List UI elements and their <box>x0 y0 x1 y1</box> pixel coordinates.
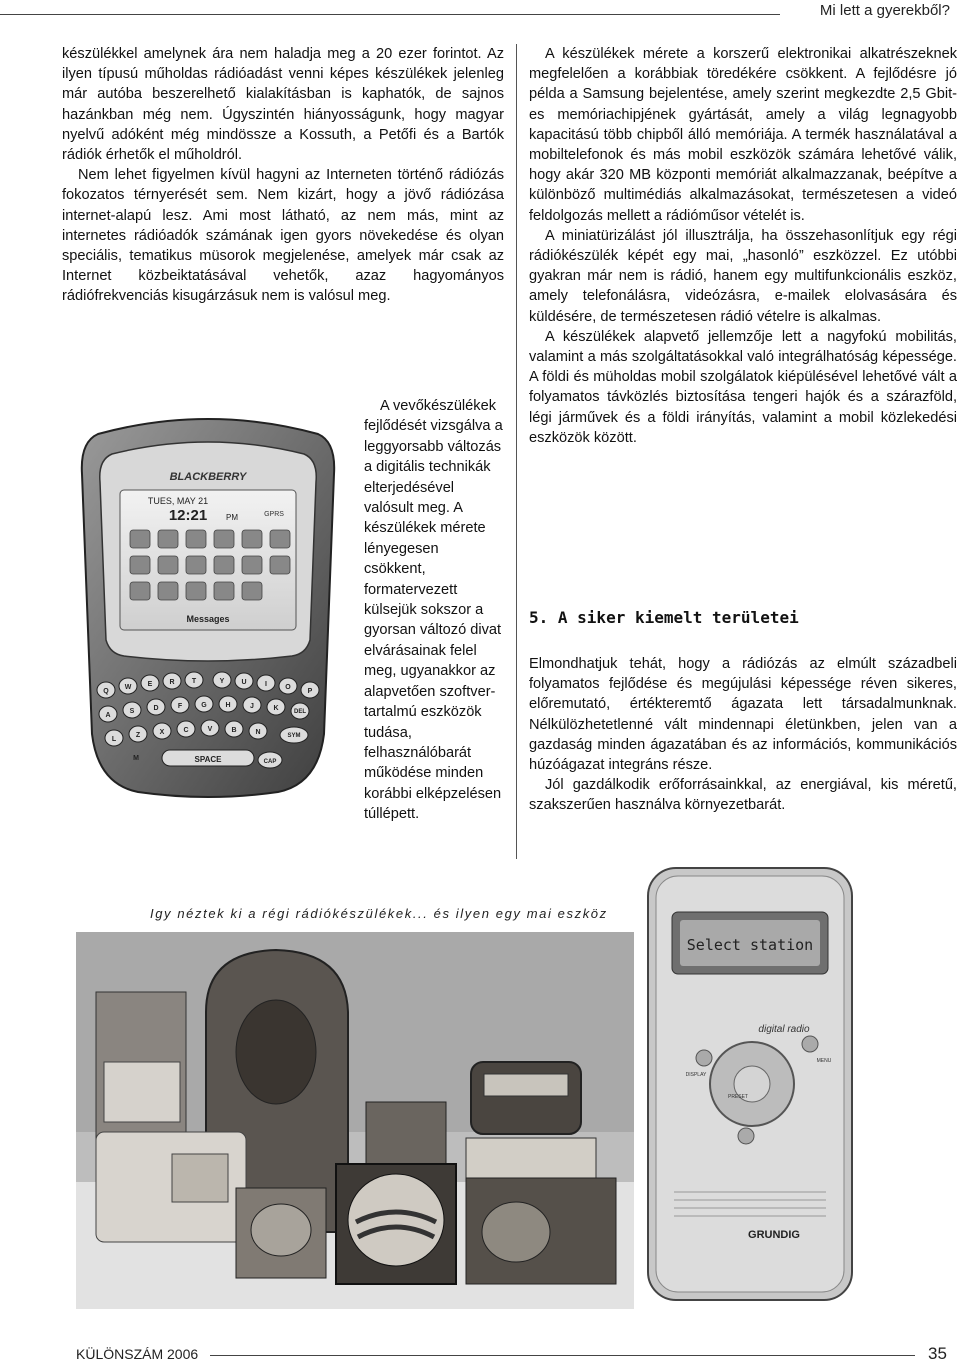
phone-date: TUES, MAY 21 <box>147 496 209 506</box>
radio-button-menu: MENU <box>816 1058 832 1064</box>
blackberry-phone-image <box>78 404 338 800</box>
key-letter: Q <box>103 688 109 695</box>
paragraph: A készülékek alapvető jellemzője lett a nagyfokú mobilitás, valamint a más szolgáltatásokkal való integrálhatóság képessége. A földi és müholdas mobil szolgálatok kiépülésével lehetővé vált a folyamatos távközlés biztosítása tengeri hajók és a szárazföld, légi járművek és a földi irányítás, valamint a mobil közlekedési eszközök között. <box>529 328 957 446</box>
section-body <box>529 654 957 816</box>
right-column <box>529 44 957 448</box>
paragraph: Jól gazdálkodik erőforrásainkkal, az energiával, kis méretű, szakszerűen használva környezetbarát. <box>529 777 957 814</box>
figure-caption: Igy néztek ki a régi rádiókészülékek... és ilyen egy mai eszköz <box>150 906 608 921</box>
key-letter: G <box>201 702 207 709</box>
old-radios-photo <box>76 932 642 1309</box>
digital-radio-photo <box>634 862 864 1309</box>
phone-brand: BLACKBERRY <box>169 471 247 483</box>
paragraph: A vevőkészülékek fejlődését vizsgálva a leggyorsabb változás a digitális technikák elterjedésével valósult meg. A készülékek mérete lényegesen csökkent, formatervezett külsejük sokszor a gyorsan változó divat elvárásainak felel meg, ugyanakkor az alapvetően szoftver-tartalmú eszközök tudása, felhasználóbarát működése minden korábbi elképzelésen túllépett. <box>364 398 503 823</box>
sym-key-label: SYM <box>287 733 301 739</box>
footer-issue: KÜLÖNSZÁM 2006 <box>76 1346 199 1362</box>
radio-logo: digital radio <box>758 1024 810 1035</box>
key-letter: Z <box>135 732 141 739</box>
key-letter: W <box>124 684 132 691</box>
key-letter: P <box>307 688 313 695</box>
paragraph: A miniatürizálást jól illusztrálja, ha összehasonlítjuk egy régi rádiókészülék képét egy mai, „hasonló” eszközzel. Ez utóbbi gyakran már nem is rádió, hanem egy multifunkcionális eszköz, amely telefonálásra, videózásra, e-mailek elolvasására és küldésére, de természetesen rádió vételre is alkalmas. <box>529 227 957 325</box>
phone-network: GPRS <box>264 511 284 518</box>
page-number: 35 <box>928 1344 947 1363</box>
key-letter: S <box>129 708 135 715</box>
key-letter: X <box>159 729 165 736</box>
key-letter: D <box>153 705 159 712</box>
paragraph: A készülékek mérete a korszerű elektronikai alkatrészeknek megfelelően a korábbiak töredékére csökkent. A fejlődésre jó példa a Samsung bejelentése, amely szerint megkezdte 2,5 Gbit-es memóriachipjének gyártását, amely a világ legnagyobb kapacitású több chipből álló memóriája. A termék használatával a mobiltelefonok és más mobil eszközök számára lehetővé válik, hogy akár 320 MB központi memóriát alkalmazzanak, beépítve a különböző multimédiás alkalmazásokat, természetesen a videó feldolgozás mellett a rádióműsor vételét is. <box>529 46 957 224</box>
key-letter: I <box>265 681 267 688</box>
paragraph: készülékkel amelynek ára nem haladja meg a 20 ezer forintot. Az ilyen típusú műholdas rádióadást venni képes készülékek jelenleg már autóba beszerelhető kialakításban is kaphatók, de sajnos hazánkban még nem. Úgyszintén hiányosságunk, hogy magyar nyelvű adóként még mindössze a Kossuth, a Petőfi és a Bartók rádiók érhetők el műholdról. <box>62 46 504 164</box>
key-letter: A <box>105 712 111 719</box>
key-letter: O <box>285 684 291 691</box>
key-letter: N <box>255 729 261 736</box>
space-key-label: SPACE <box>194 755 222 764</box>
left-column <box>62 44 504 307</box>
key-letter: F <box>177 703 183 710</box>
key-letter: V <box>207 726 213 733</box>
header-rule <box>0 14 780 15</box>
key-letter: Y <box>219 678 225 685</box>
key-letter: J <box>250 703 254 710</box>
phone-ampm: PM <box>226 513 238 522</box>
phone-app-label: Messages <box>186 614 230 624</box>
radio-button-preset: PRESET <box>727 1094 749 1100</box>
key-letter: M <box>133 755 139 762</box>
side-column <box>364 396 504 825</box>
key-letter: U <box>241 679 247 686</box>
radio-button-display: DISPLAY <box>685 1072 707 1078</box>
cap-key-label: CAP <box>263 759 277 765</box>
footer-rule <box>210 1355 915 1356</box>
paragraph: Elmondhatjuk tehát, hogy a rádiózás az elmúlt századbeli folyamatos fejlődése és megújulási képessége réven sikeres, előremutató, értékteremtő ágazata lett társadalmunknak. Nélkülözhetetlenné vált mindennapi életünkben, jelen van a gazdaság minden ágazatában és az információs, kommunikációs húzóágazat integráns része. <box>529 656 957 774</box>
phone-time: 12:21 <box>168 507 208 524</box>
key-letter: T <box>191 678 197 685</box>
running-header: Mi lett a gyerekből? <box>819 2 950 19</box>
section-heading: 5. A siker kiemelt területei <box>529 608 799 627</box>
key-letter: B <box>231 727 237 734</box>
radio-display-text: Select station <box>686 936 814 954</box>
key-letter: E <box>147 681 153 688</box>
key-letter: K <box>273 705 279 712</box>
key-letter: L <box>111 736 117 743</box>
key-letter: H <box>225 702 231 709</box>
key-letter: C <box>183 727 189 734</box>
paragraph: Nem lehet figyelmen kívül hagyni az Interneten történő rádiózás fokozatos térnyerését sem. Nem kizárt, hogy a jövő rádiózása internet-alapú lesz. Ami most látható, az nem más, mint az internetes rádióadók számának igen gyors növekedése és olyan speciális, tematikus müsorok megjelenése, amelyek már csak az Internet közbeiktatásával vehetők, azaz hagyományos rádiófrekvenciás kisugárzásuk nem is valósul meg. <box>62 167 504 305</box>
column-divider <box>516 44 517 859</box>
radio-brand: GRUNDIG <box>748 1229 800 1241</box>
del-key-label: DEL <box>294 709 306 715</box>
key-letter: R <box>169 679 175 686</box>
